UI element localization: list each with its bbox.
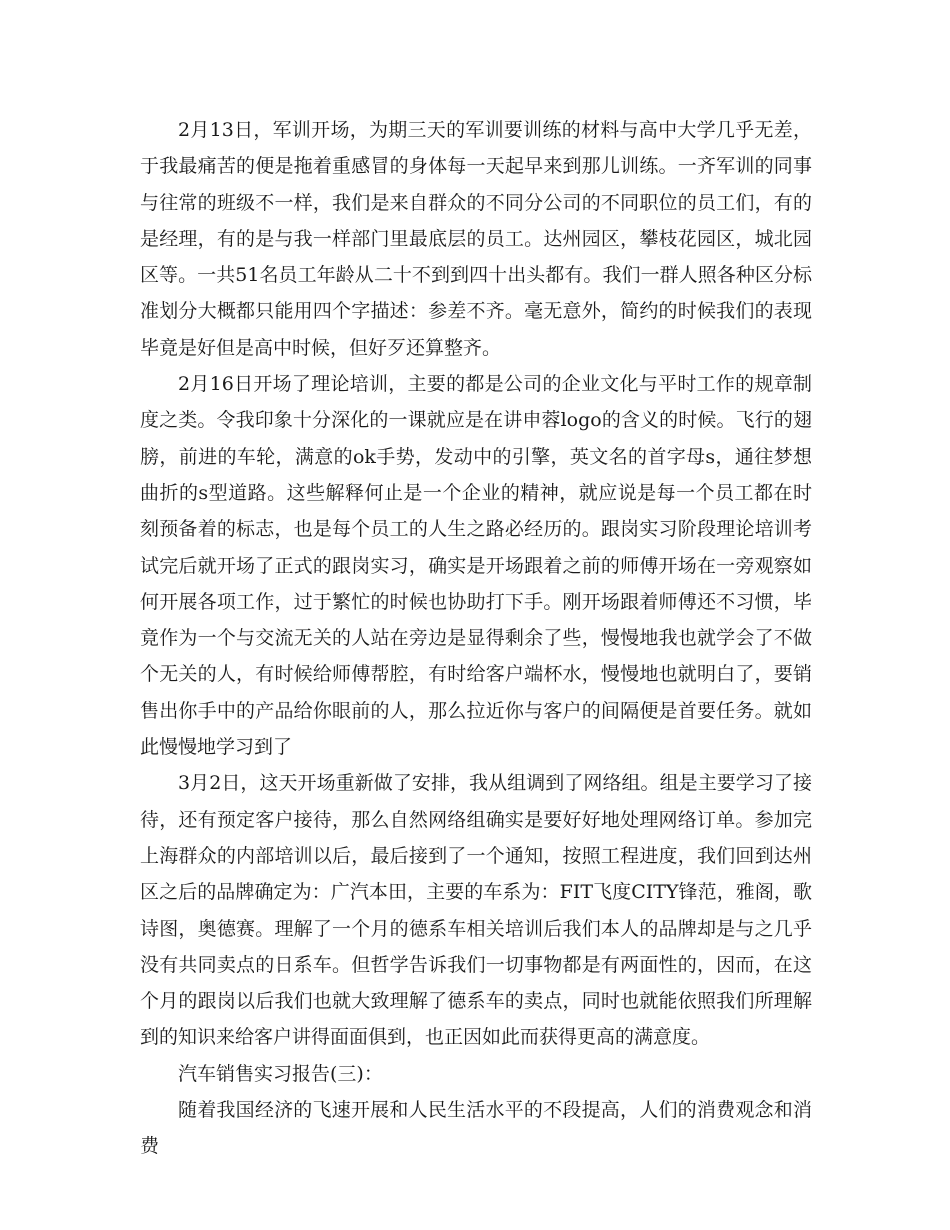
paragraph-network-group: 3月2日，这天开场重新做了安排，我从组调到了网络组。组是主要学习了接待，还有预定客户接待，那么自然网络组确实是要好好地处理网络订单。参加完上海群众的内部培训以后，最后接到了一个通知，按照工程进度，我们回到达州区之后的品牌确定为：广汽本田，主要的车系为：FIT飞度CITY锋范，雅阁，歌诗图，奥德赛。理解了一个月的德系车相关培训后我们本人的品牌却是与之几乎没有共同卖点的日系车。但哲学告诉我们一切事物都是有两面性的，因而，在这个月的跟岗以后我们也就大致理解了德系车的卖点，同时也就能依照我们所理解到的知识来给客户讲得面面俱到，也正因如此而获得更高的满意度。 — [140, 772, 812, 1049]
paragraph-intro: 随着我国经济的飞速开展和人民生活水平的不段提高，人们的消费观念和消费 — [140, 1099, 812, 1158]
paragraph-military-training: 2月13日，军训开场，为期三天的军训要训练的材料与高中大学几乎无差，于我最痛苦的便是拖着重感冒的身体每一天起早来到那儿训练。一齐军训的同事与往常的班级不一样，我们是来自群众的不同分公司的不同职位的员工们，有的是经理，有的是与我一样部门里最底层的员工。达州园区，攀枝花园区，城北园区等。一共51名员工年龄从二十不到到四十出头都有。我们一群人照各种区分标准划分大概都只能用四个字描述：参差不齐。毫无意外，简约的时候我们的表现毕竟是好但是高中时候，但好歹还算整齐。 — [140, 119, 812, 359]
paragraph-theory-training: 2月16日开场了理论培训，主要的都是公司的企业文化与平时工作的规章制度之类。令我印象十分深化的一课就应是在讲申蓉logo的含义的时候。飞行的翅膀，前进的车轮，满意的ok手势，发动中的引擎，英文名的首字母s，通往梦想曲折的s型道路。这些解释何止是一个企业的精神，就应说是每一个员工都在时刻预备着的标志，也是每个员工的人生之路必经历的。跟岗实习阶段理论培训考试完后就开场了正式的跟岗实习，确实是开场跟着之前的师傅开场在一旁观察如何开展各项工作，过于繁忙的时候也协助打下手。刚开场跟着师傅还不习惯，毕竟作为一个与交流无关的人站在旁边是显得剩余了些，慢慢地我也就学会了不做个无关的人，有时候给师傅帮腔，有时给客户端杯水，慢慢地也就明白了，要销售出你手中的产品给你眼前的人，那么拉近你与客户的间隔便是首要任务。就如此慢慢地学习到了 — [140, 373, 812, 759]
section-heading: 汽车销售实习报告(三)： — [178, 1062, 383, 1085]
document-body — [140, 112, 812, 1165]
